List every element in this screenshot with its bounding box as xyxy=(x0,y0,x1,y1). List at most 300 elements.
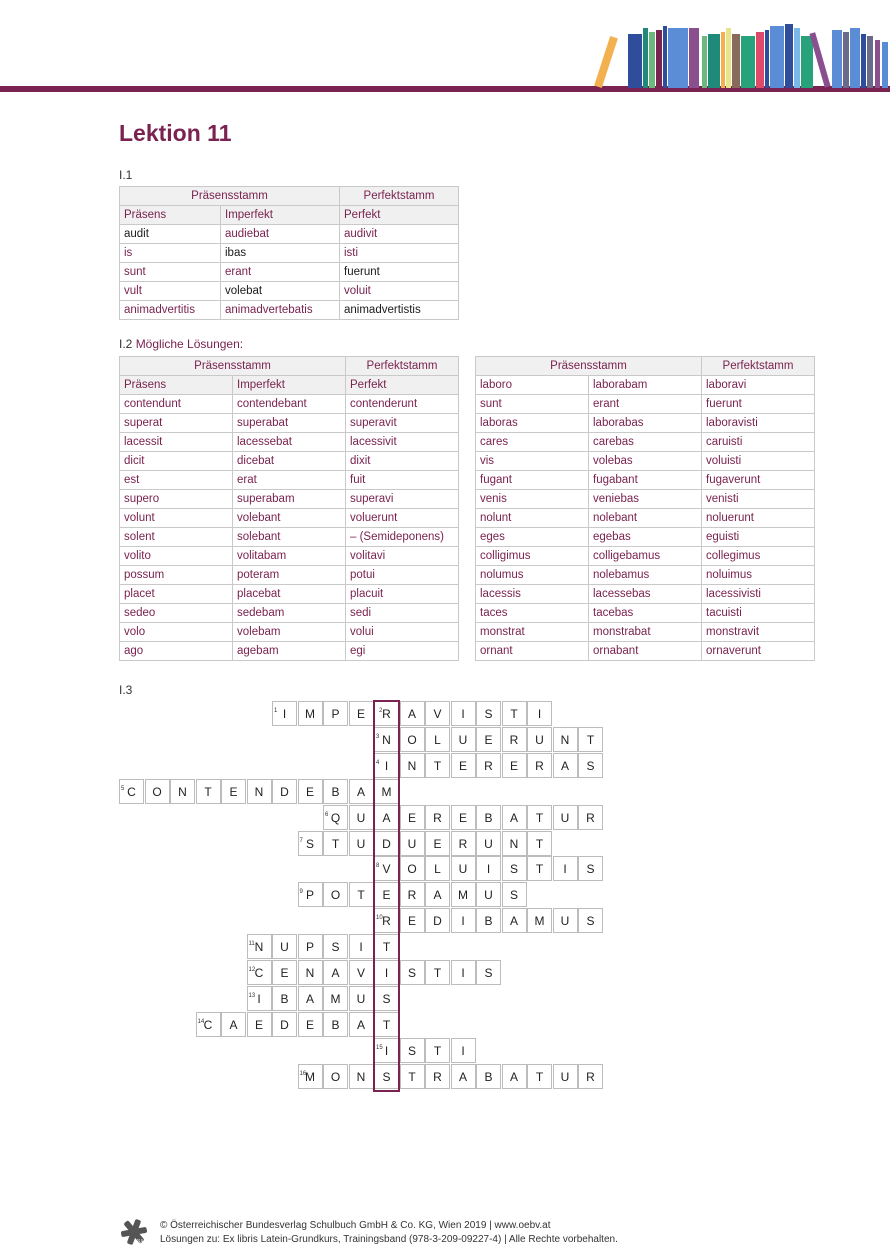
crossword-cell: I xyxy=(451,960,476,985)
crossword-cell: V xyxy=(374,856,399,881)
crossword-cell: O xyxy=(145,779,170,804)
crossword-cell: R xyxy=(578,805,603,830)
clue-number: 13 xyxy=(248,992,256,999)
crossword-cell: U xyxy=(349,805,374,830)
table-cell: fuit xyxy=(346,471,459,490)
table-cell: volui xyxy=(346,623,459,642)
table-cell: volitabam xyxy=(233,547,346,566)
table-column-header xyxy=(120,206,459,225)
table-row xyxy=(476,566,815,585)
table-cell: animadvertebatis xyxy=(221,301,340,320)
table-cell: sedeo xyxy=(120,604,233,623)
page-title: Lektion 11 xyxy=(119,120,232,146)
crossword-cell: I xyxy=(451,908,476,933)
crossword-cell: E xyxy=(349,701,374,726)
table-cell: erat xyxy=(233,471,346,490)
crossword-cell: V xyxy=(349,960,374,985)
footer-source: Lösungen zu: Ex libris Latein-Grundkurs, Trainingsband (978-3-209-09227-4) | Alle Rechte vorbehalten. xyxy=(160,1234,618,1245)
section-note: Mögliche Lösungen: xyxy=(135,337,244,351)
table-cell: contendunt xyxy=(120,395,233,414)
crossword-cell: D xyxy=(374,831,399,856)
crossword-cell: A xyxy=(221,1012,246,1037)
table-row xyxy=(120,528,459,547)
crossword-cell: T xyxy=(527,856,552,881)
crossword-cell: L xyxy=(425,727,450,752)
table-cell: superabam xyxy=(233,490,346,509)
table-cell: possum xyxy=(120,566,233,585)
header-present-stem: Präsensstamm xyxy=(476,357,702,376)
table-cell: superavit xyxy=(346,414,459,433)
table-row xyxy=(120,490,459,509)
table-cell: monstrabat xyxy=(589,623,702,642)
table-cell: colligimus xyxy=(476,547,589,566)
crossword-cell: T xyxy=(349,882,374,907)
table-cell: nolebamus xyxy=(589,566,702,585)
table-cell: isti xyxy=(340,244,459,263)
table-row xyxy=(120,395,459,414)
crossword-cell: T xyxy=(527,831,552,856)
crossword-cell: E xyxy=(476,727,501,752)
crossword-cell: E xyxy=(400,908,425,933)
table-cell: erant xyxy=(221,263,340,282)
crossword-cell: B xyxy=(323,1012,348,1037)
table-row xyxy=(120,642,459,661)
crossword-cell: T xyxy=(527,805,552,830)
crossword-cell: O xyxy=(400,727,425,752)
table-cell: volo xyxy=(120,623,233,642)
table-cell: collegimus xyxy=(702,547,815,566)
table-row xyxy=(476,414,815,433)
table-cell: supero xyxy=(120,490,233,509)
crossword-cell: M xyxy=(374,779,399,804)
crossword-cell: S xyxy=(578,856,603,881)
crossword-cell: I xyxy=(451,1038,476,1063)
table-cell: audiebat xyxy=(221,225,340,244)
crossword-cell: O xyxy=(323,1064,348,1089)
crossword-cell: E xyxy=(221,779,246,804)
table-cell: egebas xyxy=(589,528,702,547)
header-perfect-stem: Perfektstamm xyxy=(346,357,459,376)
crossword-cell: B xyxy=(476,1064,501,1089)
crossword-cell: U xyxy=(272,934,297,959)
crossword-cell: A xyxy=(451,1064,476,1089)
table-cell: poteram xyxy=(233,566,346,585)
table-cell: lacessis xyxy=(476,585,589,604)
crossword-cell: R xyxy=(527,753,552,778)
table-cell: laboravisti xyxy=(702,414,815,433)
crossword-cell: D xyxy=(272,779,297,804)
table-cell: fuerunt xyxy=(702,395,815,414)
table-row xyxy=(120,244,459,263)
table-row xyxy=(476,604,815,623)
clue-number: 4 xyxy=(376,759,380,766)
table-column-header xyxy=(120,376,459,395)
crossword-cell: L xyxy=(425,856,450,881)
table-row xyxy=(120,547,459,566)
section-label-1: I.1 xyxy=(119,168,133,182)
table-cell: noluerunt xyxy=(702,509,815,528)
table-row xyxy=(476,509,815,528)
table-cell: volebas xyxy=(589,452,702,471)
crossword-cell: T xyxy=(425,753,450,778)
clue-number: 9 xyxy=(299,889,303,896)
column-header: Präsens xyxy=(120,206,221,225)
crossword-cell: S xyxy=(298,831,323,856)
crossword-cell: T xyxy=(374,1012,399,1037)
crossword-cell: U xyxy=(451,727,476,752)
table-cell: agebam xyxy=(233,642,346,661)
table-row xyxy=(120,509,459,528)
crossword-cell: T xyxy=(425,1038,450,1063)
table-cell: fugant xyxy=(476,471,589,490)
table-cell: taces xyxy=(476,604,589,623)
crossword-cell: Q xyxy=(323,805,348,830)
crossword-cell: C xyxy=(247,960,272,985)
table-cell: volebat xyxy=(221,282,340,301)
header-perfect-stem: Perfektstamm xyxy=(702,357,815,376)
crossword-cell: S xyxy=(476,701,501,726)
crossword-cell: A xyxy=(502,908,527,933)
clue-number: 10 xyxy=(376,915,383,922)
crossword-cell: R xyxy=(374,701,399,726)
table-row xyxy=(120,585,459,604)
crossword-cell: U xyxy=(349,986,374,1011)
crossword-cell: N xyxy=(247,934,272,959)
table-cell: caruisti xyxy=(702,433,815,452)
crossword-cell: B xyxy=(272,986,297,1011)
crossword-cell: U xyxy=(400,831,425,856)
section-label-3: I.3 xyxy=(119,683,133,697)
crossword-cell: P xyxy=(298,934,323,959)
table-cell: volitavi xyxy=(346,547,459,566)
table-cell: contenderunt xyxy=(346,395,459,414)
table-cell: vis xyxy=(476,452,589,471)
table-cell: tacebas xyxy=(589,604,702,623)
crossword-cell: A xyxy=(400,701,425,726)
table-cell: lacessit xyxy=(120,433,233,452)
crossword-cell: S xyxy=(374,986,399,1011)
table-cell: sedebam xyxy=(233,604,346,623)
table-cell: cares xyxy=(476,433,589,452)
crossword-cell: I xyxy=(272,701,297,726)
table-cell: sunt xyxy=(476,395,589,414)
table-row xyxy=(476,642,815,661)
table-cell: contendebant xyxy=(233,395,346,414)
crossword-cell: A xyxy=(502,1064,527,1089)
table-cell: carebas xyxy=(589,433,702,452)
table-cell: dicebat xyxy=(233,452,346,471)
crossword-cell: M xyxy=(527,908,552,933)
crossword-cell: O xyxy=(400,856,425,881)
table-cell: lacessebat xyxy=(233,433,346,452)
section-label-2 xyxy=(119,337,243,351)
table-cell: colligebamus xyxy=(589,547,702,566)
table-row xyxy=(120,433,459,452)
table-cell: fugaverunt xyxy=(702,471,815,490)
table-1 xyxy=(119,186,459,320)
table-row xyxy=(476,471,815,490)
crossword-cell: B xyxy=(476,805,501,830)
header-perfect-stem: Perfektstamm xyxy=(340,187,459,206)
column-header: Perfekt xyxy=(340,206,459,225)
crossword-cell: D xyxy=(425,908,450,933)
clue-number: 2 xyxy=(379,708,383,714)
crossword-cell: I xyxy=(374,753,399,778)
table-cell: fuerunt xyxy=(340,263,459,282)
crossword-cell: R xyxy=(425,805,450,830)
table-cell: superavi xyxy=(346,490,459,509)
table-row xyxy=(120,225,459,244)
table-cell: is xyxy=(120,244,221,263)
table-cell: ornaverunt xyxy=(702,642,815,661)
table-cell: solebant xyxy=(233,528,346,547)
table-cell: vult xyxy=(120,282,221,301)
table-cell: laborabam xyxy=(589,376,702,395)
table-cell: audit xyxy=(120,225,221,244)
crossword-cell: N xyxy=(247,779,272,804)
header-present-stem: Präsensstamm xyxy=(120,357,346,376)
table-row xyxy=(120,414,459,433)
table-row xyxy=(120,263,459,282)
bookshelf-illustration xyxy=(596,18,890,88)
footer-copyright: © Österreichischer Bundesverlag Schulbuch GmbH & Co. KG, Wien 2019 | www.oebv.at xyxy=(160,1220,551,1231)
table-row xyxy=(476,433,815,452)
crossword-cell: N xyxy=(298,960,323,985)
clue-number: 3 xyxy=(376,733,380,740)
table-2-right xyxy=(475,356,815,661)
table-row xyxy=(476,585,815,604)
table-cell: erant xyxy=(589,395,702,414)
crossword-cell: T xyxy=(374,934,399,959)
crossword-cell: T xyxy=(425,960,450,985)
crossword-cell: A xyxy=(374,805,399,830)
table-row xyxy=(120,452,459,471)
crossword-cell: A xyxy=(349,779,374,804)
footer xyxy=(160,1219,618,1247)
table-cell: egi xyxy=(346,642,459,661)
crossword-cell: E xyxy=(298,779,323,804)
table-cell: laboras xyxy=(476,414,589,433)
table-row xyxy=(476,395,815,414)
table-cell: solent xyxy=(120,528,233,547)
crossword-cell: C xyxy=(119,779,144,804)
svg-text:öbv: öbv xyxy=(136,1238,151,1247)
crossword-cell: O xyxy=(323,882,348,907)
column-header: Imperfekt xyxy=(221,206,340,225)
table-row xyxy=(120,566,459,585)
crossword-cell: A xyxy=(425,882,450,907)
table-row xyxy=(120,623,459,642)
crossword-cell: S xyxy=(502,882,527,907)
clue-number: 12 xyxy=(248,967,256,973)
table-cell: ago xyxy=(120,642,233,661)
crossword-cell: M xyxy=(323,986,348,1011)
table-cell: lacessivit xyxy=(346,433,459,452)
table-cell: ornant xyxy=(476,642,589,661)
table-group-header xyxy=(476,357,815,376)
table-cell: potui xyxy=(346,566,459,585)
table-cell: dixit xyxy=(346,452,459,471)
crossword-cell: S xyxy=(578,753,603,778)
crossword-cell: T xyxy=(323,831,348,856)
clue-number: 5 xyxy=(121,785,125,792)
table-cell: laboro xyxy=(476,376,589,395)
table-cell: fugabant xyxy=(589,471,702,490)
table-cell: voluisti xyxy=(702,452,815,471)
crossword-cell: P xyxy=(323,701,348,726)
crossword-cell: I xyxy=(349,934,374,959)
crossword-cell: A xyxy=(323,960,348,985)
clue-number: 7 xyxy=(299,837,303,844)
crossword-cell: M xyxy=(298,701,323,726)
crossword-cell: N xyxy=(502,831,527,856)
crossword-cell: E xyxy=(502,753,527,778)
table-row xyxy=(120,282,459,301)
table-cell: nolunt xyxy=(476,509,589,528)
crossword-cell: U xyxy=(476,882,501,907)
crossword-cell: U xyxy=(349,831,374,856)
table-group-header xyxy=(120,187,459,206)
crossword-cell: N xyxy=(553,727,578,752)
table-cell: animadvertistis xyxy=(340,301,459,320)
crossword-cell: I xyxy=(553,856,578,881)
table-cell: voluerunt xyxy=(346,509,459,528)
crossword-cell: T xyxy=(196,779,221,804)
crossword-cell: U xyxy=(476,831,501,856)
crossword-cell: U xyxy=(553,908,578,933)
table-cell: audivit xyxy=(340,225,459,244)
oebv-logo-icon xyxy=(119,1217,149,1247)
table-cell: eges xyxy=(476,528,589,547)
crossword-cell: T xyxy=(502,701,527,726)
table-cell: noluimus xyxy=(702,566,815,585)
crossword-cell: N xyxy=(400,753,425,778)
crossword-cell: E xyxy=(400,805,425,830)
table-row xyxy=(476,376,815,395)
crossword-cell: M xyxy=(298,1064,323,1089)
table-cell: nolebant xyxy=(589,509,702,528)
table-cell: dicit xyxy=(120,452,233,471)
table-cell: laboravi xyxy=(702,376,815,395)
crossword-cell: I xyxy=(247,986,272,1011)
crossword-cell: R xyxy=(400,882,425,907)
crossword-cell: S xyxy=(323,934,348,959)
crossword-cell: B xyxy=(476,908,501,933)
crossword-cell: M xyxy=(451,882,476,907)
crossword-cell: E xyxy=(247,1012,272,1037)
table-cell: ornabant xyxy=(589,642,702,661)
table-cell: volebant xyxy=(233,509,346,528)
table-row xyxy=(476,490,815,509)
clue-number: 15 xyxy=(376,1044,383,1051)
crossword-cell: N xyxy=(170,779,195,804)
crossword-cell: I xyxy=(527,701,552,726)
crossword-cell: T xyxy=(578,727,603,752)
table-group-header xyxy=(120,357,459,376)
table-cell: sunt xyxy=(120,263,221,282)
crossword-cell: A xyxy=(298,986,323,1011)
table-row xyxy=(476,528,815,547)
table-cell: volunt xyxy=(120,509,233,528)
crossword-cell: R xyxy=(578,1064,603,1089)
crossword-cell: R xyxy=(451,831,476,856)
table-cell: superat xyxy=(120,414,233,433)
table-cell: placebat xyxy=(233,585,346,604)
column-header: Imperfekt xyxy=(233,376,346,395)
clue-number: 8 xyxy=(376,863,380,870)
table-cell: eguisti xyxy=(702,528,815,547)
table-cell: venisti xyxy=(702,490,815,509)
table-row xyxy=(476,623,815,642)
crossword-cell: D xyxy=(272,1012,297,1037)
crossword-cell: S xyxy=(400,960,425,985)
crossword-cell: U xyxy=(451,856,476,881)
crossword-cell: N xyxy=(374,727,399,752)
crossword-cell: U xyxy=(527,727,552,752)
crossword-cell: I xyxy=(476,856,501,881)
table-cell: superabat xyxy=(233,414,346,433)
table-cell: tacuisti xyxy=(702,604,815,623)
table-cell: lacessebas xyxy=(589,585,702,604)
table-cell: placuit xyxy=(346,585,459,604)
clue-number: 11 xyxy=(248,941,255,948)
table-cell: lacessivisti xyxy=(702,585,815,604)
crossword-cell: S xyxy=(374,1064,399,1089)
column-header: Präsens xyxy=(120,376,233,395)
crossword-cell: A xyxy=(349,1012,374,1037)
crossword-cell: R xyxy=(425,1064,450,1089)
crossword-cell: C xyxy=(196,1012,221,1037)
table-cell: animadvertitis xyxy=(120,301,221,320)
crossword-cell: U xyxy=(553,805,578,830)
crossword-cell: S xyxy=(502,856,527,881)
crossword-cell: E xyxy=(272,960,297,985)
table-row xyxy=(120,471,459,490)
crossword-cell: E xyxy=(451,753,476,778)
crossword-cell: B xyxy=(323,779,348,804)
section-number: I.2 xyxy=(119,337,133,351)
crossword-cell: E xyxy=(425,831,450,856)
table-cell: veniebas xyxy=(589,490,702,509)
table-cell: ibas xyxy=(221,244,340,263)
table-cell: voluit xyxy=(340,282,459,301)
crossword-cell: S xyxy=(400,1038,425,1063)
crossword-cell: I xyxy=(374,960,399,985)
table-2-left xyxy=(119,356,459,661)
crossword-cell: I xyxy=(374,1038,399,1063)
table-cell: volebam xyxy=(233,623,346,642)
crossword-cell: S xyxy=(578,908,603,933)
crossword-cell: T xyxy=(527,1064,552,1089)
crossword-cell: T xyxy=(400,1064,425,1089)
table-cell: placet xyxy=(120,585,233,604)
table-row xyxy=(476,452,815,471)
crossword-cell: R xyxy=(374,908,399,933)
table-row xyxy=(120,604,459,623)
clue-number: 14 xyxy=(197,1018,205,1025)
clue-number: 6 xyxy=(325,811,329,818)
solution-column xyxy=(373,700,400,1092)
clue-number: 1 xyxy=(274,708,278,714)
crossword-cell: A xyxy=(502,805,527,830)
table-cell: volito xyxy=(120,547,233,566)
table-row xyxy=(476,547,815,566)
crossword-cell: A xyxy=(553,753,578,778)
table-cell: laborabas xyxy=(589,414,702,433)
crossword-cell: E xyxy=(374,882,399,907)
table-cell: est xyxy=(120,471,233,490)
column-header: Perfekt xyxy=(346,376,459,395)
